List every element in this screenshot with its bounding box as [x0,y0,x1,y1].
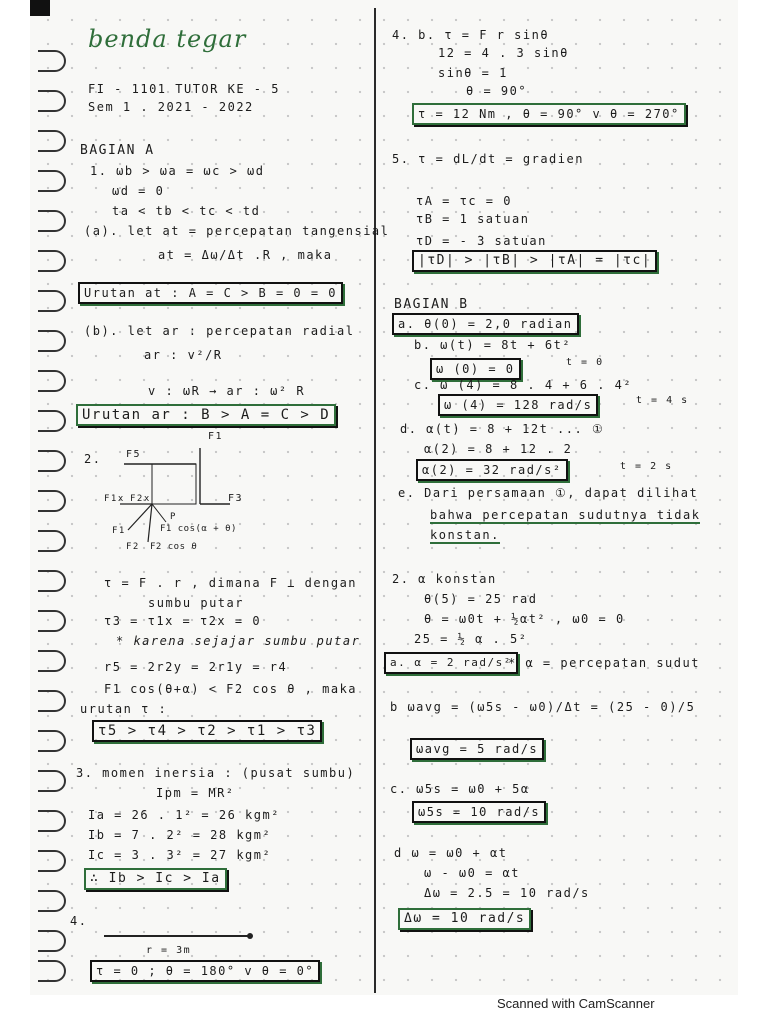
q1a-line1: (a). let at = percepatan tangensial [84,224,390,238]
b2d-line1: d ω = ω0 + αt [394,846,508,860]
label-f1x: F1x [104,494,125,504]
b1d-time: t = 2 s [620,461,673,472]
b1e-line2: bahwa percepatan sudutnya tidak [430,508,701,522]
q3-answer-box: ∴ Ib > Ic > Ia [84,868,227,890]
q1a-answer-box: Urutan at : A = C > B = 0 = 0 [78,282,343,304]
label-f2-cos: F2 cos θ [150,542,198,552]
label-f1-lower: F1 [112,526,126,536]
q1b-line2: ar : v²/R [144,348,223,362]
q1b-line3: v : ωR → ar : ω² R [148,384,306,398]
q4b-answer-box: τ = 12 Nm , θ = 90° v θ = 270° [412,103,686,125]
b2-line3: θ = ω0t + ½αt² , ω0 = 0 [424,612,625,626]
q5-answer-box: |τD| > |τB| > |τA| = |τc| [412,250,657,272]
scanner-watermark: Scanned with CamScanner [497,996,655,1011]
label-p: P [170,512,177,522]
b2-answer-box: a. α = 2 rad/s² [384,652,518,674]
q5-line2: τA = τc = 0 [416,194,512,208]
b1b-answer-box: ω (0) = 0 [430,358,521,380]
q4-distance: r = 3m [146,945,192,956]
b1c-line1: c. ω (4) = 8 . 4 + 6 . 4² [414,378,633,392]
b1e-line1: e. Dari persamaan ①, dapat dilihat [398,486,699,500]
q2-line5: r5 = 2r2y = 2r1y = r4 [104,660,288,674]
b2c-answer-box: ω5s = 10 rad/s [412,801,546,823]
q3-line1: 3. momen inersia : (pusat sumbu) [76,766,356,780]
page-corner [30,0,50,16]
b2-note: * α = percepatan sudut [508,656,700,670]
b1a-answer-box: a. θ(0) = 2,0 radian [392,313,579,335]
b1d-answer-box: α(2) = 32 rad/s² [416,459,568,481]
b1c-time: t = 4 s [636,395,689,406]
q4b-line2: 12 = 4 . 3 sinθ [438,46,569,60]
q1-line2: ωd = 0 [112,184,165,198]
q4-number: 4. [70,914,88,928]
b1e-line3: konstan. [430,528,500,542]
label-f3: F3 [228,493,244,504]
b1d-line2: α(2) = 8 + 12 . 2 [424,442,573,456]
q4b-line3: sinθ = 1 [438,66,508,80]
q3-line4: Ib = 7 . 2² = 28 kgm² [88,828,272,842]
course-code: FI - 1101 TUTOR KE - 5 [88,82,280,96]
q3-line5: Ic = 3 . 3² = 27 kgm² [88,848,272,862]
q1b-line1: (b). let ar : percepatan radial [84,324,355,338]
q1a-line2: at = Δω/Δt .R , maka [158,248,333,262]
q2-line7: urutan τ : [80,702,168,716]
label-f5: F5 [126,449,142,460]
b1c-answer-box: ω (4) = 128 rad/s [438,394,598,416]
section-b-heading: BAGIAN B [394,297,469,312]
b2-line1: 2. α konstan [392,572,497,586]
label-f2x: F2x [130,494,151,504]
label-f2: F2 [126,542,140,552]
q1b-answer-box: Urutan ar : B > A = C > D [76,404,336,426]
q2-line6: F1 cos(θ+α) < F2 cos θ , maka [104,682,358,696]
q3-line2: Ipm = MR² [156,786,235,800]
q2-line4: * karena sejajar sumbu putar [116,634,361,648]
q2-answer-box: τ5 > τ4 > τ2 > τ1 > τ3 [92,720,322,742]
page-title: benda tegar [88,25,247,53]
q5-line4: τD = - 3 satuan [416,234,547,248]
q5-line3: τB = 1 satuan [416,212,530,226]
q1-line3: ta < tb < tc < td [112,204,261,218]
q5-line1: 5. τ = dL/dt = gradien [392,152,584,166]
b1b-line1: b. ω(t) = 8t + 6t² [414,338,572,352]
q4-answer-box: τ = 0 ; θ = 180° v θ = 0° [90,960,320,982]
q3-line3: Ia = 26 . 1² = 26 kgm² [88,808,280,822]
q4b-line1: 4. b. τ = F r sinθ [392,28,550,42]
b2d-line2: ω - ω0 = αt [424,866,520,880]
q2-line1: τ = F . r , dimana F ⊥ dengan [104,576,358,590]
b1b-t0: t = 0 [566,357,604,368]
section-a-heading: BAGIAN A [80,143,155,158]
b2c-line1: c. ω5s = ω0 + 5α [390,782,530,796]
b2d-answer-box: Δω = 10 rad/s [398,908,531,930]
label-f1-cos: F1 cos(α + θ) [160,524,237,534]
q1-line1: 1. ωb > ωa = ωc > ωd [90,164,265,178]
b2b-answer-box: ωavg = 5 rad/s [410,738,544,760]
q4b-line4: θ = 90° [466,84,528,98]
spiral-binding [34,50,74,980]
label-f1: F1 [208,431,224,442]
b2d-line3: Δω = 2.5 = 10 rad/s [424,886,590,900]
b1d-line1: d. α(t) = 8 + 12t ... ① [400,422,605,436]
b2-line2: θ(5) = 25 rad [424,592,538,606]
q2-number: 2. [84,452,102,466]
q2-line2: sumbu putar [148,596,244,610]
column-divider [374,8,376,993]
semester: Sem 1 . 2021 - 2022 [88,100,254,114]
b2-line4: 25 = ½ α . 5² [414,632,528,646]
b2b-line1: b ωavg = (ω5s - ω0)/Δt = (25 - 0)/5 [390,700,696,714]
q2-line3: τ3 = τ1x = τ2x = 0 [104,614,262,628]
